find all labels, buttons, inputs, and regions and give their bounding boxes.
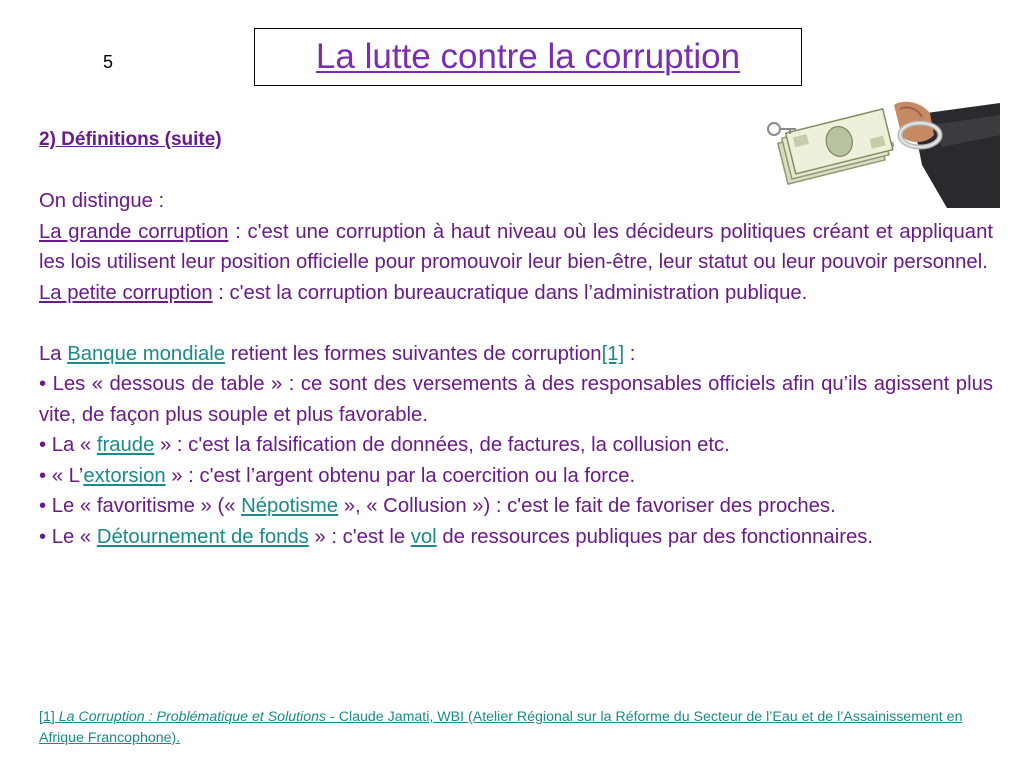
footnote-ref-link[interactable]: [1] xyxy=(601,342,625,365)
grande-corruption-paragraph: La grande corruption : c'est une corruption à haut niveau où les décideurs politiques créant et appliquant les lois utilisent leur position officielle pour promouvoir leur bien-être, leur statut ou leur pouvoir personnel. xyxy=(39,220,993,273)
bullet-detournement: • Le « Détournement de fonds » : c'est le vol de ressources publiques par des fonctionnaires. xyxy=(39,525,874,548)
intro-text: On distingue : xyxy=(39,190,165,212)
banque-mondiale-paragraph: La Banque mondiale retient les formes suivantes de corruption[1] : xyxy=(39,342,636,365)
footnote-source: - Claude Jamati, WBI (Atelier Régional sur la Réforme du Secteur de l’Eau et de l’Assainissement en Afrique Francophone). xyxy=(39,709,963,746)
fraude-link[interactable]: fraude xyxy=(96,434,155,456)
banque-mondiale-link[interactable]: Banque mondiale xyxy=(67,342,226,365)
bullet-dessous-de-table: • Les « dessous de table » : ce sont des versements à des responsables officiels afin qu’ils agissent plus vite, de façon plus souple et plus favorable. xyxy=(39,373,993,426)
footnote-title: La Corruption : Problématique et Solutions xyxy=(58,709,327,725)
title-box xyxy=(254,28,802,86)
page-title: La lutte contre la corruption xyxy=(315,37,741,76)
nepotisme-link[interactable]: Népotisme xyxy=(241,495,339,517)
footnote-ref: [1] xyxy=(39,709,55,725)
extorsion-link[interactable]: extorsion xyxy=(83,464,166,487)
detournement-de-fonds-link[interactable]: Détournement de fonds xyxy=(96,525,309,548)
petite-corruption-paragraph: La petite corruption : c'est la corruption bureaucratique dans l’administration publique. xyxy=(39,281,808,304)
slide-number: 5 xyxy=(103,52,114,72)
slide-body xyxy=(39,124,993,552)
bullet-favoritisme: • Le « favoritisme » (« Népotisme », « Collusion ») : c'est le fait de favoriser des proches. xyxy=(39,495,836,517)
grande-corruption-term: La grande corruption xyxy=(39,220,229,243)
vol-link[interactable]: vol xyxy=(410,525,437,548)
petite-corruption-term: La petite corruption xyxy=(39,281,213,304)
section-heading: 2) Définitions (suite) xyxy=(39,129,222,150)
bullet-fraude: • La « fraude » : c'est la falsification de données, de factures, la collusion etc. xyxy=(39,434,730,456)
bullet-extorsion: • « L’extorsion » : c'est l’argent obtenu par la coercition ou la force. xyxy=(39,464,636,487)
footnote[interactable] xyxy=(39,707,993,749)
